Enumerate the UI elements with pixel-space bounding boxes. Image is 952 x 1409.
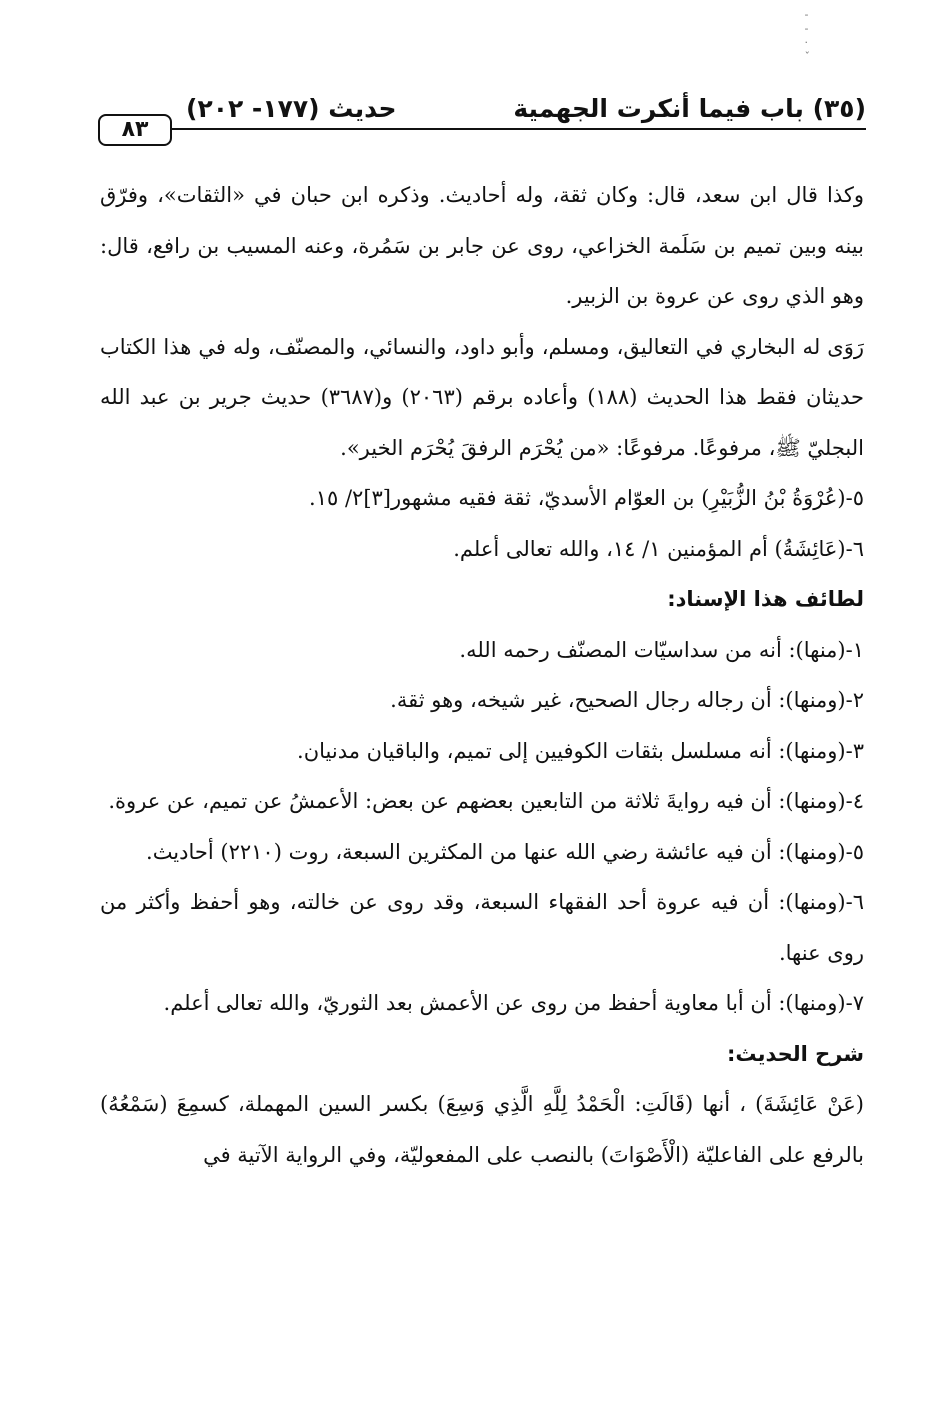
list-item: ٤-(ومنها): أن فيه روايةَ ثلاثة من التابعين بعضهم عن بعض: الأعمشُ عن تميم، عن عروة. bbox=[108, 789, 864, 813]
narrator-entry: ٦-(عَائِشَةُ) أم المؤمنين ١/ ١٤، والله تعالى أعلم. bbox=[453, 536, 864, 561]
list-item: ٧-(ومنها): أن أبا معاوية أحفظ من روى عن الأعمش بعد الثوريّ، والله تعالى أعلم. bbox=[163, 991, 864, 1015]
list-item: ٥-(ومنها): أن فيه عائشة رضي الله عنها من المكثرين السبعة، روت (٢٢١٠) أحاديث. bbox=[146, 839, 864, 864]
list-item: ٢-(ومنها): أن رجاله رجال الصحيح، غير شيخه، وهو ثقة. bbox=[390, 688, 864, 712]
scan-marks: - - · ˇ bbox=[804, 8, 810, 63]
list-item: ٣-(ومنها): أنه مسلسل بثقات الكوفيين إلى تميم، والباقيان مدنيان. bbox=[297, 738, 864, 763]
paragraph: وكذا قال ابن سعد، قال: وكان ثقة، وله أحاديث. وذكره ابن حبان في «الثقات»، وفرّق بينه وبين تميم بن سَلَمة الخزاعي، روى عن جابر بن سَمُرة، وعنه المسيب بن رافع، قال: وهو الذي روى عن عروة بن الزبير. bbox=[100, 183, 864, 308]
section-heading-sharh: شرح الحديث: bbox=[726, 1041, 864, 1066]
page-number: ٨٣ bbox=[98, 114, 172, 146]
header-rule bbox=[172, 128, 866, 130]
list-item: ١-(منها): أنه من سداسيّات المصنّف رحمه الله. bbox=[459, 637, 864, 662]
chapter-title: (٣٥) باب فيما أنكرت الجهمية bbox=[513, 94, 866, 123]
narrator-entry: ٥-(عُرْوَةُ بْنُ الزُّبَيْرِ) بن العوّام الأسديّ، ثقة فقيه مشهور[٣]٢/ ١٥. bbox=[309, 486, 864, 510]
hadith-range: حديث (١٧٧- ٢٠٢) bbox=[186, 94, 397, 123]
paragraph: (عَنْ عَائِشَةَ) ، أنها (قَالَتِ: الْحَمْدُ لِلَّهِ الَّذِي وَسِعَ) بكسر السين المهملة، كسمِعَ (سَمْعُهُ) بالرفع على الفاعليّة (الْأَصْوَاتَ) بالنصب على المفعوليّة، وفي الرواية الآتية في bbox=[100, 1092, 864, 1167]
page-body bbox=[100, 170, 864, 1180]
page-header bbox=[98, 92, 866, 152]
paragraph: رَوَى له البخاري في التعاليق، ومسلم، وأبو داود، والنسائي، والمصنّف، وله في هذا الكتاب حديثان فقط هذا الحديث (١٨٨) وأعاده برقم (٢٠٦٣) و(٣٦٨٧) حديث جرير بن عبد الله البجليّ ﷺ، مرفوعًا. مرفوعًا: «من يُحْرَم الرفقَ يُحْرَم الخير». bbox=[100, 334, 864, 460]
section-heading-isnad: لطائف هذا الإسناد: bbox=[667, 587, 864, 611]
list-item: ٦-(ومنها): أن فيه عروة أحد الفقهاء السبعة، وقد روى عن خالته، وهو أحفظ وأكثر من روى عنها. bbox=[100, 890, 864, 965]
